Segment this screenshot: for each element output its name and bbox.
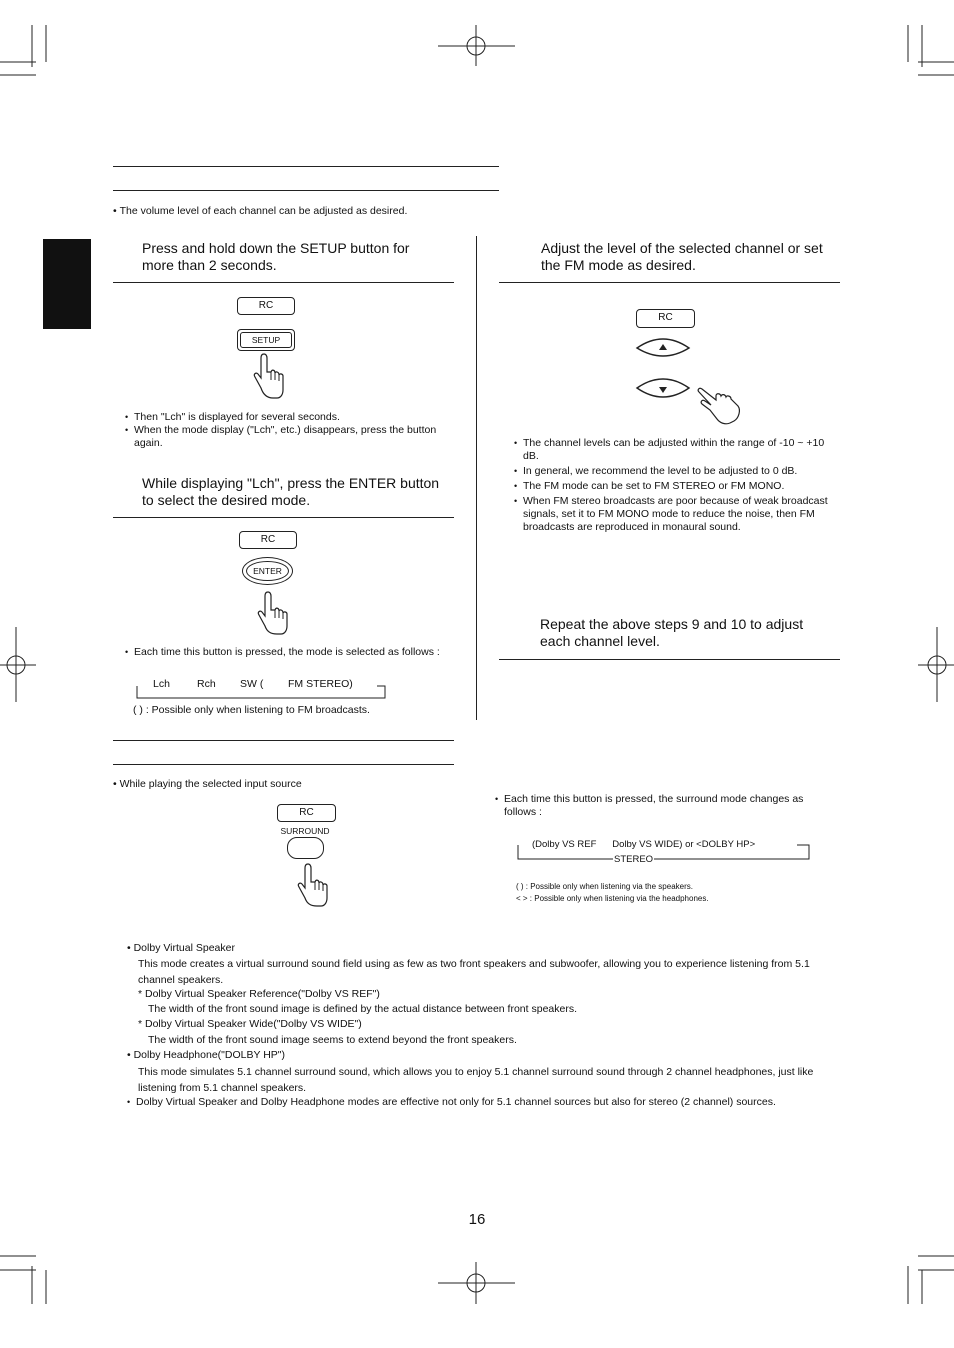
step-9-text: While displaying "Lch", press the ENTER button to select the desired mode.: [142, 475, 440, 508]
surround-notes: [495, 793, 815, 819]
list-item: • The FM mode can be set to FM STEREO or FM MONO.: [514, 480, 834, 493]
list-item: • Each time this button is pressed, the mode is selected as follows :: [125, 646, 450, 659]
section-rule-top: [113, 166, 499, 167]
column-divider: [476, 236, 477, 720]
modes-note: [127, 1095, 827, 1111]
rc-label-2: RC: [239, 531, 297, 549]
hp-title: • Dolby Headphone("DOLBY HP"): [127, 1049, 285, 1062]
language-tab: [43, 239, 91, 329]
down-arrow-button[interactable]: [634, 376, 692, 402]
hp-body: This mode simulates 5.1 channel surround sound, which allows you to enjoy 5.1 channel surround sound through 2 channel headphones, just like listening from 5.1 channel speakers.: [138, 1066, 814, 1094]
mode-cycle-fm: FM STEREO): [288, 678, 353, 690]
step-11-rule: [499, 659, 840, 660]
section-rule-surround: [113, 740, 454, 741]
dvs-body: This mode creates a virtual surround sound field using as few as two front speakers and subwoofer, allowing you to experience listening from 5.1 channel speakers.: [138, 958, 810, 986]
surround-cycle-arrow: [515, 842, 813, 862]
ref-body: The width of the front sound image is defined by the actual distance between front speakers.: [148, 1003, 578, 1015]
step-10-rule: [499, 282, 840, 283]
section-rule-top-2: [113, 190, 499, 191]
level-notes: [514, 437, 834, 534]
ref-title: * Dolby Virtual Speaker Reference("Dolby VS REF"): [138, 988, 380, 1000]
setup-button[interactable]: [237, 329, 295, 351]
pointing-hand-icon: [250, 352, 286, 400]
list-item: • In general, we recommend the level to be adjusted to 0 dB.: [514, 465, 834, 478]
playing-note: • While playing the selected input source: [113, 778, 413, 791]
step-8-rule: [113, 282, 454, 283]
list-item: • The channel levels can be adjusted within the range of -10 ~ +10 dB.: [514, 437, 834, 463]
enter-button[interactable]: [242, 557, 293, 585]
enter-button-label: ENTER: [246, 561, 289, 581]
fm-note: ( ) : Possible only when listening to FM broadcasts.: [133, 704, 370, 716]
surround-button[interactable]: [287, 837, 324, 859]
cycle-arrow: [134, 682, 389, 702]
intro-note: • The volume level of each channel can be adjusted as desired.: [113, 205, 613, 218]
rc-label-3: RC: [636, 309, 695, 328]
list-item: • Each time this button is pressed, the surround mode changes as follows :: [495, 793, 815, 819]
headphones-legend: < > : Possible only when listening via the headphones.: [516, 894, 709, 903]
enter-notes: [125, 646, 450, 659]
step-11-text: Repeat the above steps 9 and 10 to adjust each channel level.: [540, 616, 804, 649]
section-rule-surround-2: [113, 764, 454, 765]
list-item: • When the mode display ("Lch", etc.) disappears, press the button again.: [125, 424, 455, 450]
surround-cycle-top: (Dolby VS REF Dolby VS WIDE) or <DOLBY HP>: [532, 839, 756, 850]
setup-notes: [125, 411, 455, 450]
mode-cycle-sw: SW (: [240, 678, 264, 690]
pointing-hand-icon: [696, 386, 742, 426]
dvs-title: • Dolby Virtual Speaker: [127, 942, 235, 955]
wide-body: The width of the front sound image seems to extend beyond the front speakers.: [148, 1034, 517, 1046]
wide-title: * Dolby Virtual Speaker Wide("Dolby VS WIDE"): [138, 1018, 362, 1030]
surround-button-label: SURROUND: [280, 826, 330, 836]
mode-cycle-lch: Lch: [153, 678, 170, 690]
step-9-rule: [113, 517, 454, 518]
step-10-text: Adjust the level of the selected channel or set the FM mode as desired.: [541, 240, 823, 273]
pointing-hand-icon: [254, 590, 290, 636]
page-number: 16: [468, 1211, 486, 1228]
surround-cycle-stereo: STEREO: [614, 854, 654, 865]
rc-label-4: RC: [277, 804, 336, 822]
rc-label: RC: [237, 297, 295, 315]
pointing-hand-icon: [294, 862, 330, 908]
list-item: • Then "Lch" is displayed for several seconds.: [125, 411, 455, 424]
step-8-text: Press and hold down the SETUP button for more than 2 seconds.: [142, 240, 410, 273]
mode-cycle-rch: Rch: [197, 678, 216, 690]
setup-button-label: SETUP: [240, 332, 292, 348]
up-arrow-button[interactable]: [634, 336, 692, 360]
speakers-legend: ( ) : Possible only when listening via the speakers.: [516, 882, 693, 891]
list-item: • When FM stereo broadcasts are poor because of weak broadcast signals, set it to FM MONO mode to reduce the noise, then FM broadcasts are reproduced in monaural sound.: [514, 495, 834, 534]
list-item: • Dolby Virtual Speaker and Dolby Headphone modes are effective not only for 5.1 channel sources but also for stereo (2 channel) sources.: [127, 1095, 827, 1111]
